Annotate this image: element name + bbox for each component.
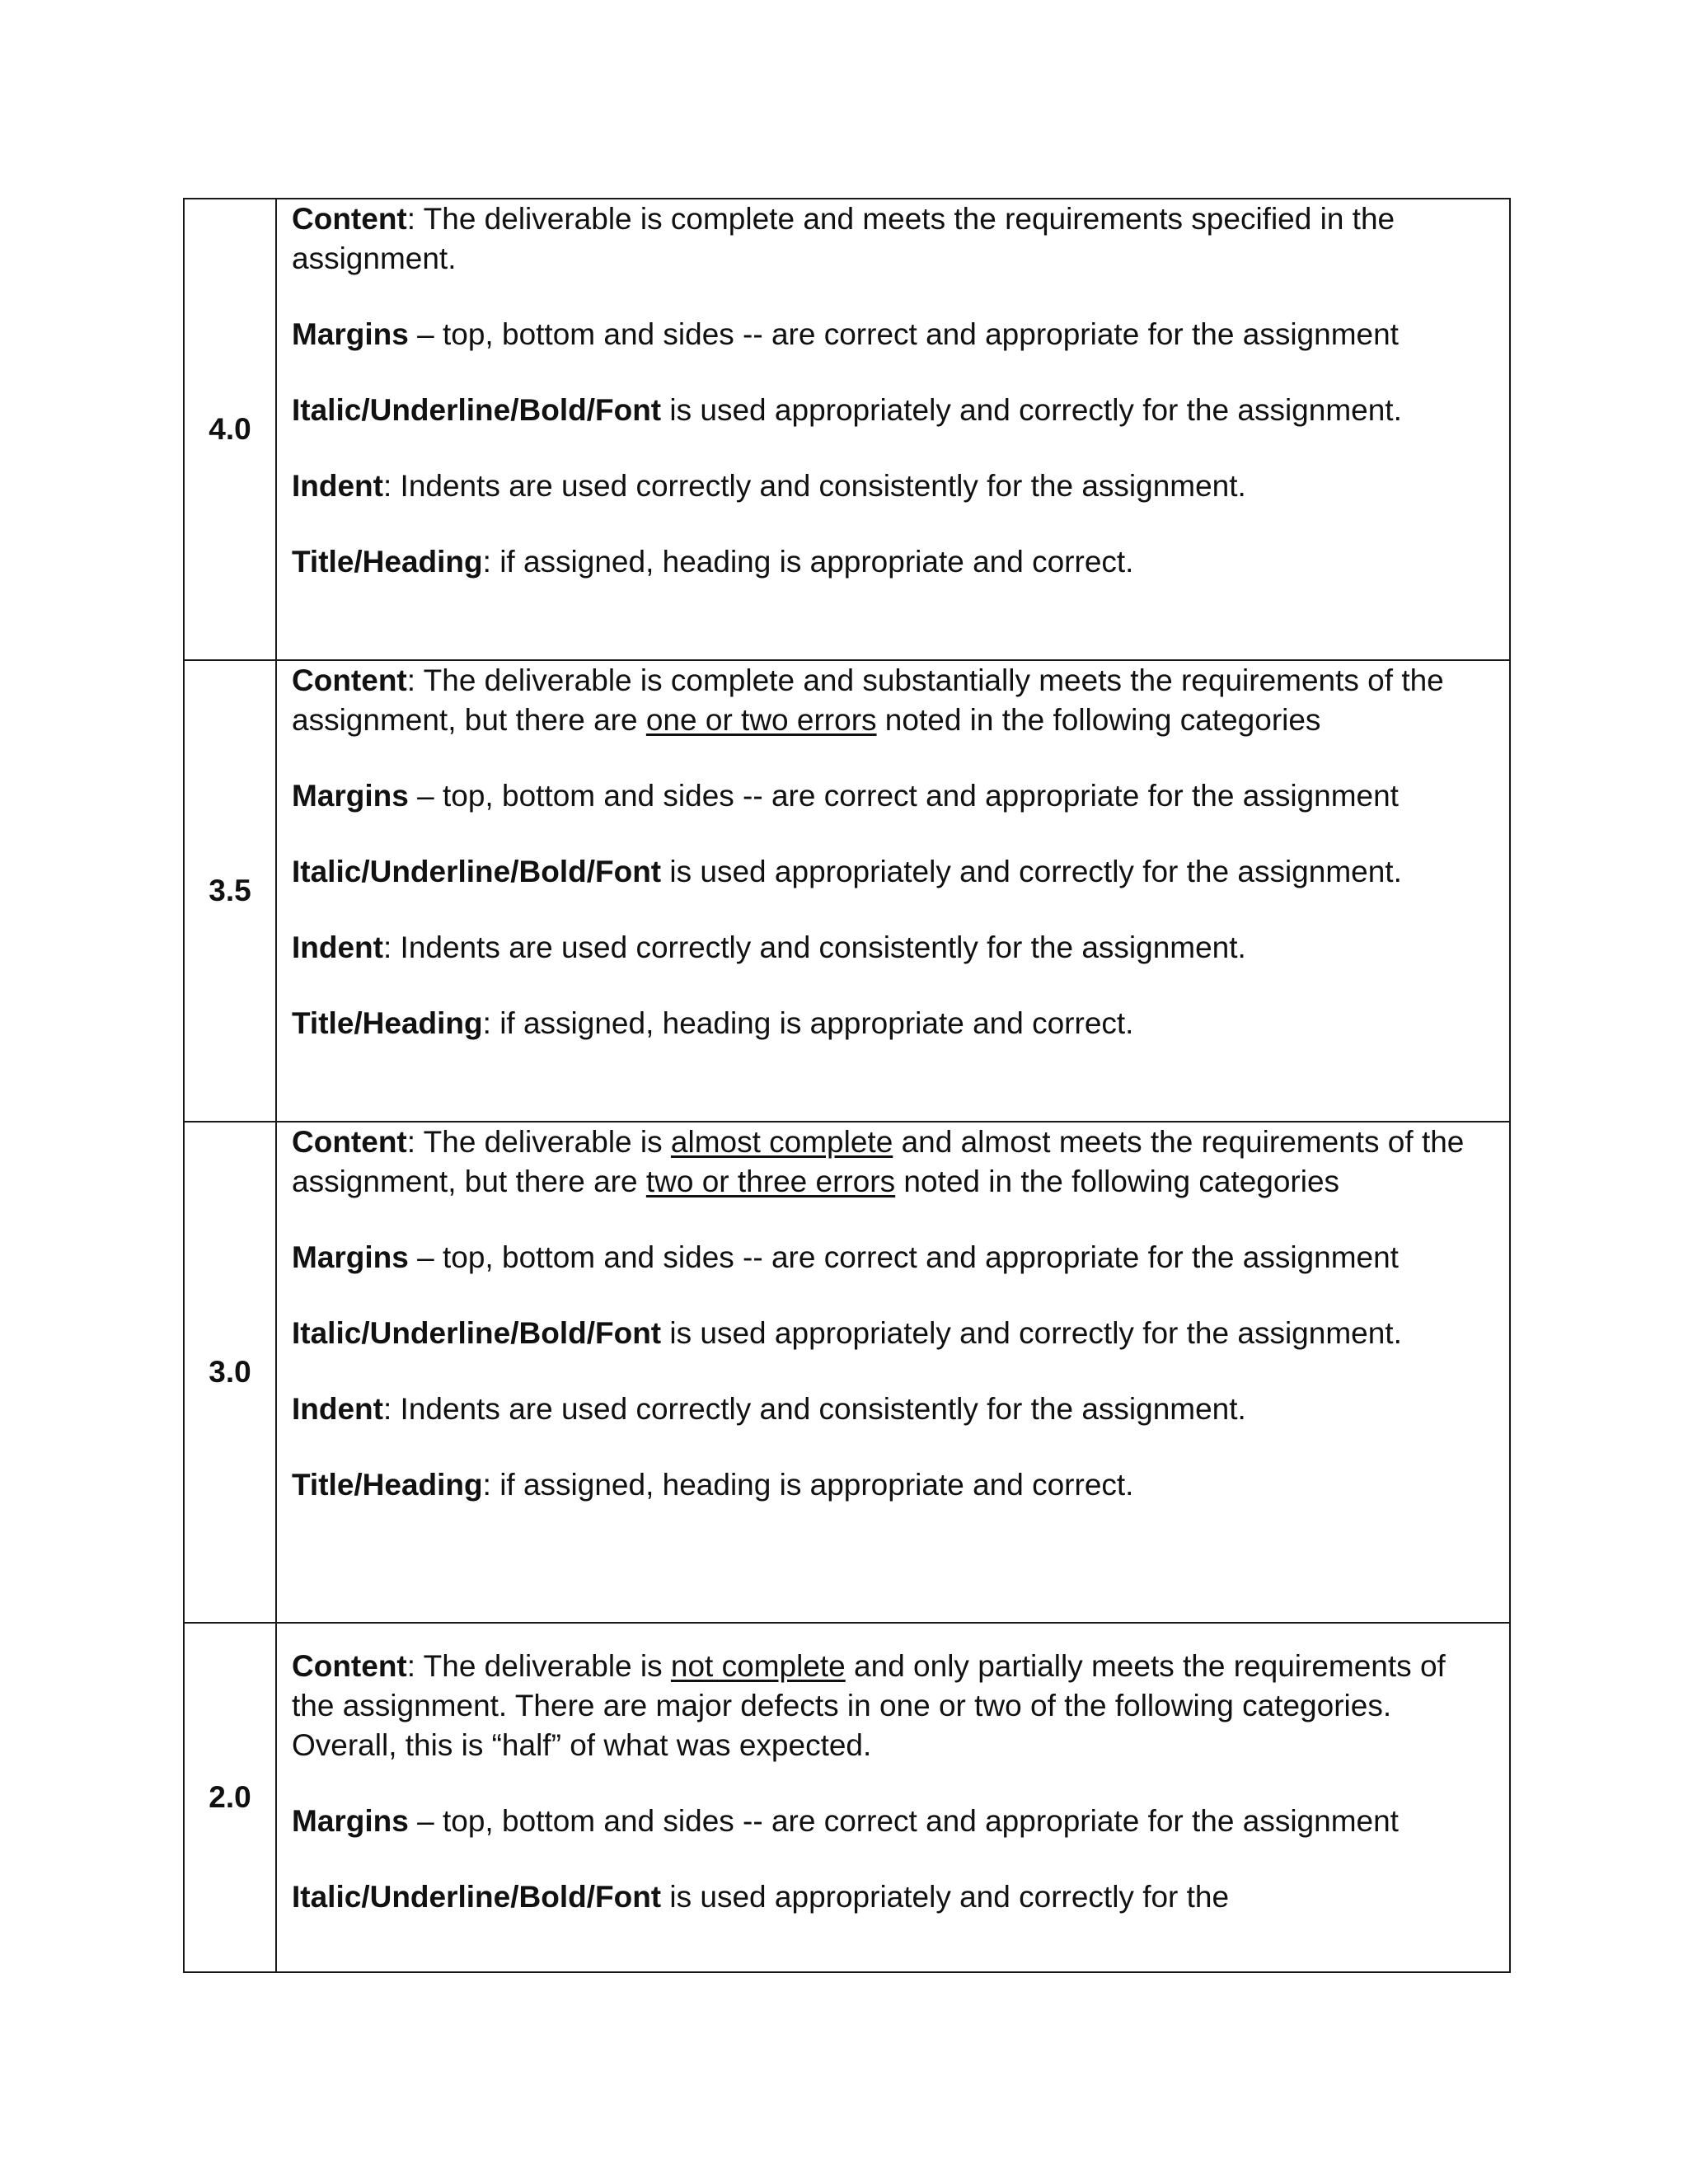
- criteria-cell: [276, 1623, 1510, 1972]
- margins-criterion: [292, 1802, 1494, 1841]
- title-heading-criterion: [292, 542, 1494, 582]
- score-cell: 3.5: [184, 660, 276, 1122]
- content-criterion: [292, 199, 1494, 279]
- formatting-criterion: [292, 1877, 1494, 1917]
- criterion-label: Indent: [292, 1392, 383, 1426]
- rubric-row-2-0: [184, 1623, 1510, 1972]
- title-heading-criterion: [292, 1465, 1494, 1505]
- criterion-text: noted in the following categories: [876, 703, 1321, 737]
- criterion-label: Content: [292, 663, 407, 697]
- title-heading-criterion: [292, 1004, 1494, 1043]
- criterion-text: – top, bottom and sides -- are correct and appropriate for the assignment: [408, 1240, 1399, 1274]
- score-cell: 4.0: [184, 199, 276, 660]
- rubric-row-3-5: [184, 660, 1510, 1122]
- criterion-label: Title/Heading: [292, 1468, 483, 1502]
- criterion-label: Content: [292, 1649, 407, 1683]
- margins-criterion: [292, 776, 1494, 816]
- criterion-text: : if assigned, heading is appropriate and correct.: [482, 1006, 1134, 1040]
- criterion-text: is used appropriately and correctly for the assignment.: [661, 855, 1402, 888]
- score-cell: 2.0: [184, 1623, 276, 1972]
- criterion-text: is used appropriately and correctly for the assignment.: [661, 1316, 1402, 1350]
- criterion-text: and almost meets the requirements of the assignment, but there are: [292, 1125, 1465, 1198]
- criterion-text: noted in the following categories: [895, 1165, 1340, 1198]
- criterion-label: Italic/Underline/Bold/Font: [292, 1316, 662, 1350]
- underlined-text: almost complete: [670, 1125, 893, 1159]
- criterion-text: – top, bottom and sides -- are correct and appropriate for the assignment: [408, 317, 1399, 351]
- criterion-text: is used appropriately and correctly for the: [661, 1880, 1230, 1914]
- criteria-cell: [276, 660, 1510, 1122]
- criterion-text: : The deliverable is: [406, 1125, 671, 1159]
- criterion-label: Title/Heading: [292, 545, 483, 579]
- formatting-criterion: [292, 1314, 1494, 1353]
- rubric-row-4-0: [184, 199, 1510, 660]
- criterion-text: : The deliverable is complete and meets the requirements specified in the assignment.: [292, 202, 1395, 275]
- criterion-label: Margins: [292, 779, 409, 813]
- criterion-text: : The deliverable is complete and substantially meets the requirements of the assignment, but there are: [292, 663, 1444, 737]
- underlined-text: one or two errors: [645, 703, 877, 737]
- score-cell: 3.0: [184, 1122, 276, 1623]
- underlined-text: not complete: [670, 1649, 846, 1683]
- criterion-text: – top, bottom and sides -- are correct and appropriate for the assignment: [408, 1804, 1399, 1838]
- criterion-text: : The deliverable is: [406, 1649, 671, 1683]
- criterion-text: – top, bottom and sides -- are correct and appropriate for the assignment: [408, 779, 1399, 813]
- criterion-label: Margins: [292, 1240, 409, 1274]
- indent-criterion: [292, 1390, 1494, 1429]
- criterion-label: Margins: [292, 1804, 409, 1838]
- margins-criterion: [292, 1238, 1494, 1277]
- criterion-label: Indent: [292, 469, 383, 503]
- content-criterion: [292, 1647, 1494, 1765]
- criteria-cell: [276, 1122, 1510, 1623]
- underlined-text: two or three errors: [645, 1165, 896, 1198]
- criterion-text: : Indents are used correctly and consistently for the assignment.: [382, 469, 1246, 503]
- criterion-label: Content: [292, 202, 407, 236]
- content-criterion: [292, 1122, 1494, 1202]
- criterion-text: : if assigned, heading is appropriate and correct.: [482, 1468, 1134, 1502]
- criterion-label: Italic/Underline/Bold/Font: [292, 855, 662, 888]
- criterion-text: is used appropriately and correctly for the assignment.: [661, 393, 1402, 427]
- criterion-text: : Indents are used correctly and consistently for the assignment.: [382, 930, 1246, 964]
- criterion-label: Italic/Underline/Bold/Font: [292, 1880, 662, 1914]
- rubric-row-3-0: [184, 1122, 1510, 1623]
- criterion-label: Margins: [292, 317, 409, 351]
- criterion-label: Italic/Underline/Bold/Font: [292, 393, 662, 427]
- content-criterion: [292, 661, 1494, 740]
- margins-criterion: [292, 315, 1494, 354]
- criterion-label: Content: [292, 1125, 407, 1159]
- indent-criterion: [292, 466, 1494, 506]
- criterion-label: Indent: [292, 930, 383, 964]
- criterion-text: : Indents are used correctly and consistently for the assignment.: [382, 1392, 1246, 1426]
- criteria-cell: [276, 199, 1510, 660]
- grading-rubric-table: [183, 198, 1511, 1973]
- criterion-text: and only partially meets the requirements of the assignment. There are major defects in one or two of the following categories. Overall, this is “half” of what was expected.: [292, 1649, 1446, 1762]
- criterion-text: : if assigned, heading is appropriate and correct.: [482, 545, 1134, 579]
- criterion-label: Title/Heading: [292, 1006, 483, 1040]
- indent-criterion: [292, 928, 1494, 968]
- formatting-criterion: [292, 391, 1494, 430]
- formatting-criterion: [292, 852, 1494, 892]
